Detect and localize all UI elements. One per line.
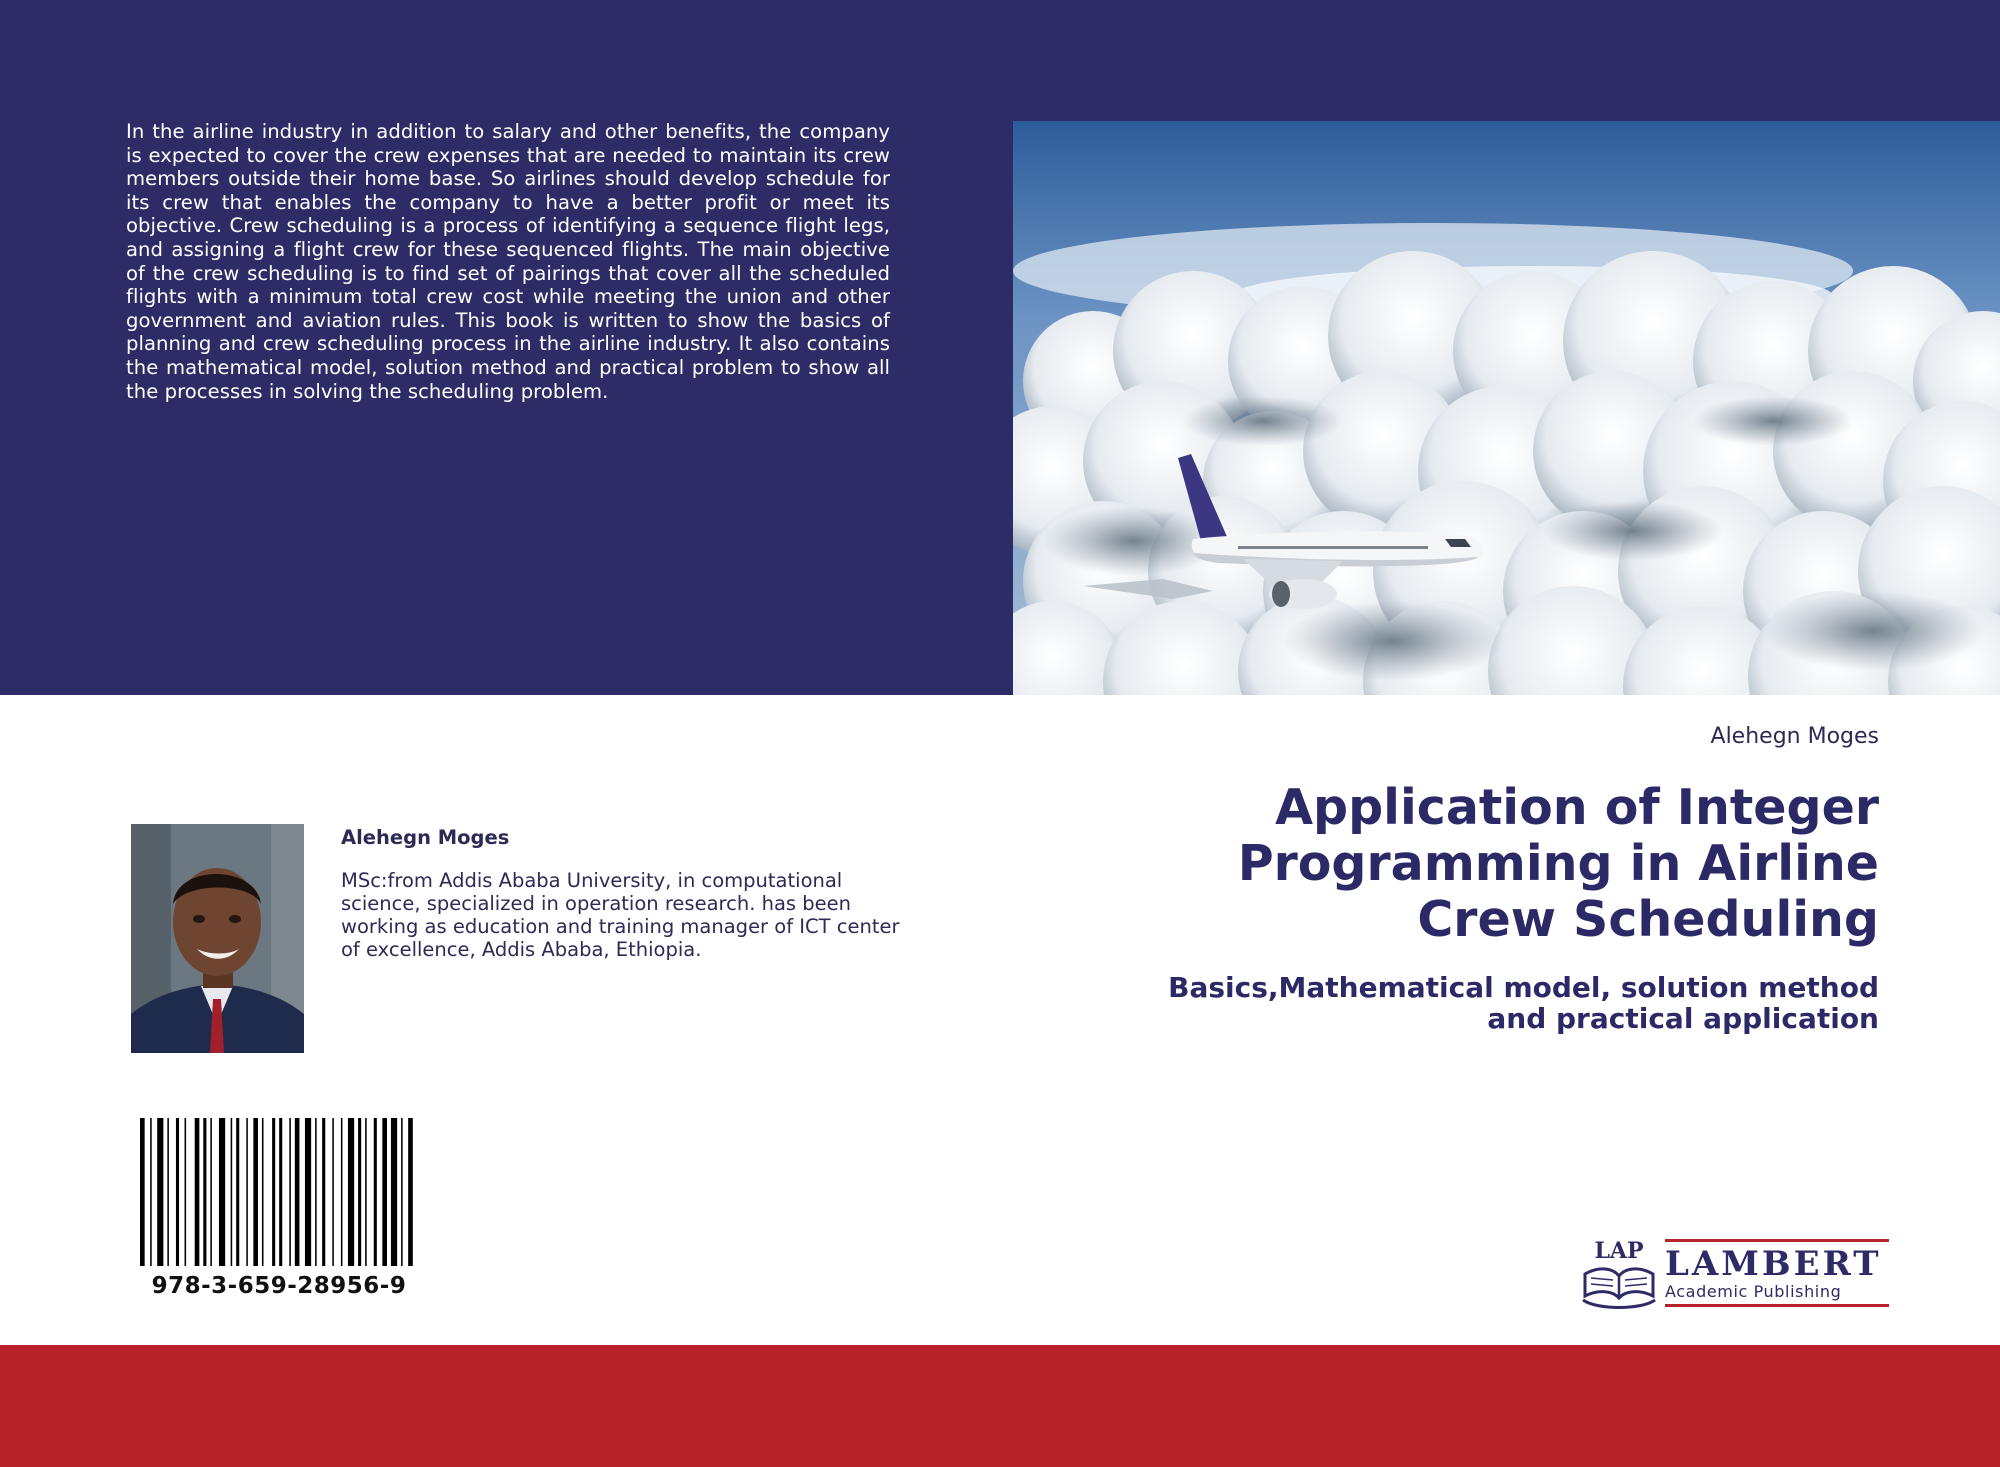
barcode-bar: [210, 1118, 212, 1266]
lap-book-icon: [1577, 1234, 1661, 1312]
author-name: Alehegn Moges: [341, 826, 510, 849]
author-bio: MSc:from Addis Ababa University, in computational science, specialized in operation research. has been working as education and training manager of ICT center of excellence, Addis Ababa, Ethiopia.: [341, 869, 900, 961]
publisher-rule-bottom: [1665, 1304, 1889, 1307]
publisher-rule-top: [1665, 1239, 1889, 1242]
barcode-bar: [341, 1118, 343, 1266]
publisher-logo: [1577, 1234, 1889, 1312]
isbn-number: 978-3-659-28956-9: [151, 1273, 407, 1299]
isbn-barcode: [138, 1118, 420, 1266]
barcode-bar: [150, 1118, 152, 1266]
barcode-bar: [157, 1118, 163, 1266]
barcode-bar: [272, 1118, 275, 1266]
book-subtitle: Basics,Mathematical model, solution method and practical application: [1168, 971, 1879, 1035]
barcode-bar: [382, 1118, 387, 1266]
barcode-bar: [203, 1118, 206, 1266]
barcode-icon: [138, 1118, 420, 1266]
barcode-bar: [219, 1118, 225, 1266]
barcode-bar: [315, 1118, 317, 1266]
barcode-bar: [253, 1118, 258, 1266]
front-cover-author: Alehegn Moges: [1710, 724, 1879, 749]
barcode-bar: [246, 1118, 248, 1266]
barcode-bar: [348, 1118, 354, 1266]
barcode-bar: [176, 1118, 179, 1266]
publisher-name: LAMBERT: [1665, 1244, 1882, 1284]
author-portrait: [131, 824, 304, 1053]
author-photo-image: [131, 824, 304, 1053]
back-cover-blurb: In the airline industry in addition to salary and other benefits, the company is expected to cover the crew expenses that are needed to maintain its crew members outside their home base. So airlines should develop schedule for its crew that enables the company to have a better profit or meet its objective. Crew scheduling is a process of identifying a sequence flight legs, and assigning a flight crew for these sequenced flights. The main objective of the crew scheduling is to find set of pairings that cover all the scheduled flights with a minimum total crew cost while meeting the union and other government and aviation rules. This book is written to show the basics of planning and crew scheduling process in the airline industry. It also contains the mathematical model, solution method and practical problem to show all the processes in solving the scheduling problem.: [126, 120, 890, 403]
barcode-bar: [365, 1118, 367, 1266]
bottom-red-band: [0, 1345, 2000, 1467]
barcode-bar: [322, 1118, 325, 1266]
publisher-tagline: Academic Publishing: [1665, 1282, 1842, 1301]
barcode-bar: [295, 1118, 300, 1266]
barcode-bar: [231, 1118, 233, 1266]
barcode-bar: [167, 1118, 169, 1266]
lap-mark-text: LAP: [1594, 1238, 1644, 1264]
cover-photo-airplane-clouds: [1013, 121, 2000, 695]
barcode-bar: [408, 1118, 413, 1266]
barcode-bar: [374, 1118, 377, 1266]
barcode-bar: [140, 1118, 145, 1266]
barcode-bar: [358, 1118, 361, 1266]
barcode-bar: [401, 1118, 403, 1266]
barcode-bar: [195, 1118, 200, 1266]
barcode-bar: [305, 1118, 311, 1266]
barcode-bar: [262, 1118, 264, 1266]
airplane-over-clouds-image: [1013, 121, 2000, 695]
barcode-bar: [332, 1118, 334, 1266]
book-title: Application of Integer Programming in Airline Crew Scheduling: [1237, 779, 1879, 948]
barcode-bar: [391, 1118, 397, 1266]
barcode-bar: [236, 1118, 239, 1266]
barcode-bar: [185, 1118, 187, 1266]
barcode-bar: [289, 1118, 291, 1266]
barcode-bar: [279, 1118, 282, 1266]
